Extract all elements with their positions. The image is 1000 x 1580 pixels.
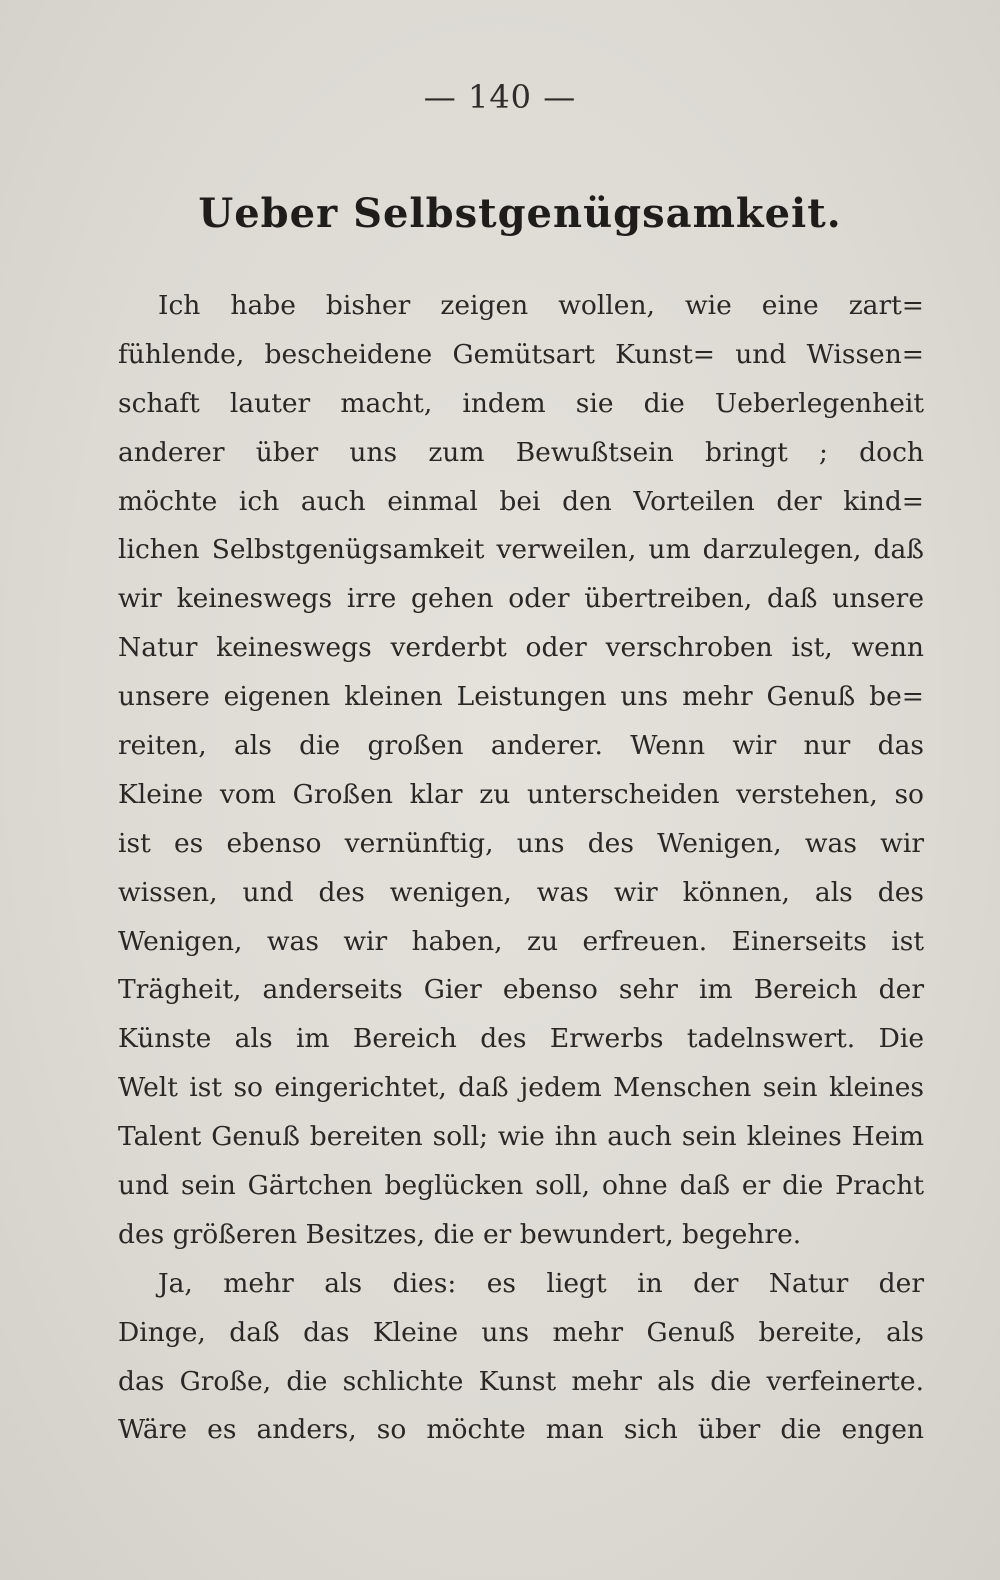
text-line: lichen Selbstgenügsamkeit verweilen, um darzulegen, daß: [118, 534, 924, 566]
text-line: wissen, und des wenigen, was wir können, als des: [118, 876, 924, 908]
text-line: möchte ich auch einmal bei den Vorteilen der kind=: [118, 485, 924, 517]
text-line: ist es ebenso vernünftig, uns des Wenigen, was wir: [118, 827, 924, 859]
text-line: Künste als im Bereich des Erwerbs tadelnswert. Die: [118, 1023, 924, 1055]
text-line: Wäre es anders, so möchte man sich über die engen: [118, 1414, 924, 1446]
text-line: fühlende, bescheidene Gemütsart Kunst= und Wissen=: [118, 338, 924, 370]
text-line: Ja, mehr als dies: es liegt in der Natur der: [158, 1267, 924, 1299]
text-line: wir keineswegs irre gehen oder übertreiben, daß unsere: [118, 583, 924, 615]
text-line: schaft lauter macht, indem sie die Ueberlegenheit: [118, 387, 924, 419]
text-line: Welt ist so eingerichtet, daß jedem Menschen sein kleines: [118, 1072, 924, 1104]
text-line: Wenigen, was wir haben, zu erfreuen. Einerseits ist: [118, 925, 924, 957]
text-line: und sein Gärtchen beglücken soll, ohne daß er die Pracht: [118, 1170, 924, 1202]
text-line: Trägheit, anderseits Gier ebenso sehr im Bereich der: [118, 974, 924, 1006]
text-line: Talent Genuß bereiten soll; wie ihn auch sein kleines Heim: [118, 1121, 924, 1153]
chapter-title: Ueber Selbstgenügsamkeit.: [198, 190, 842, 237]
text-line: Ich habe bisher zeigen wollen, wie eine zart=: [158, 290, 924, 321]
text-line: des größeren Besitzes, die er bewundert, begehre.: [118, 1218, 802, 1250]
text-line: Dinge, daß das Kleine uns mehr Genuß bereite, als: [118, 1316, 924, 1348]
text-line: Natur keineswegs verderbt oder verschroben ist, wenn: [118, 632, 924, 664]
page-number: — 140 —: [423, 78, 577, 116]
text-line: reiten, als die großen anderer. Wenn wir nur das: [118, 730, 924, 762]
text-line: das Große, die schlichte Kunst mehr als die verfeinerte.: [118, 1365, 924, 1397]
body-text: [118, 282, 924, 1455]
text-line: Kleine vom Großen klar zu unterscheiden verstehen, so: [118, 778, 924, 810]
text-line: unsere eigenen kleinen Leistungen uns mehr Genuß be=: [118, 681, 924, 713]
text-line: anderer über uns zum Bewußtsein bringt ; doch: [118, 436, 924, 468]
